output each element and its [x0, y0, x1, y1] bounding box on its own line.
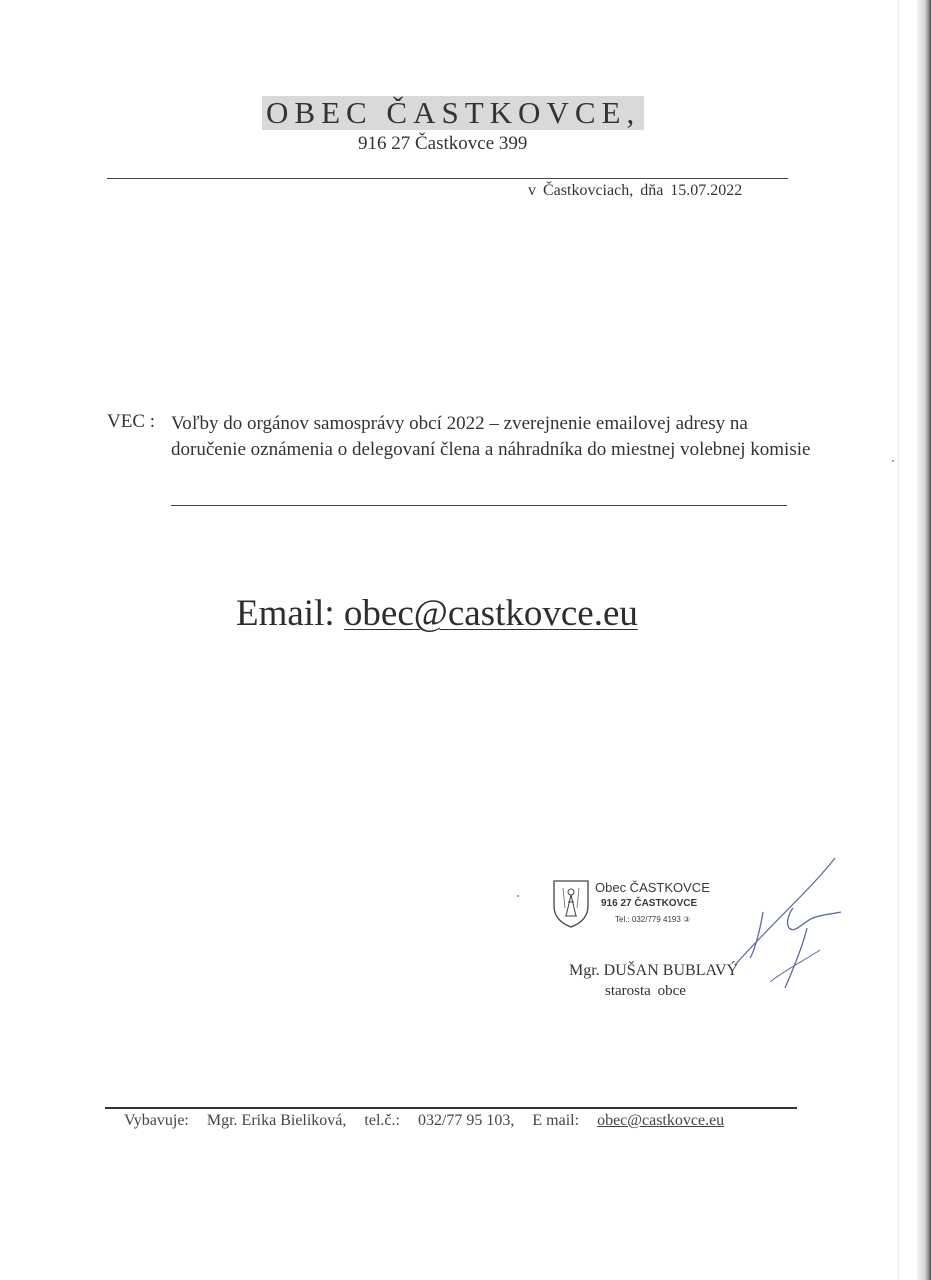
- place-date: v Častkovciach, dňa 15.07.2022: [528, 182, 743, 199]
- footer-phone: 032/77 95 103,: [417, 1112, 515, 1129]
- coat-of-arms-icon: [551, 878, 591, 928]
- footer-handled-name: Mgr. Erika Bieliková,: [206, 1112, 347, 1129]
- official-stamp: [551, 876, 726, 932]
- scan-speck: [517, 895, 519, 897]
- email-block: [236, 592, 638, 635]
- page-edge-line: [898, 0, 899, 1280]
- subject-text: Voľby do orgánov samosprávy obcí 2022 – zverejnenie emailovej adresy na doručenie oznámenia o delegovaní člena a náhradníka do miestnej volebnej komisie: [171, 413, 811, 460]
- footer-email-label: E mail:: [532, 1112, 580, 1129]
- subject-divider: [171, 505, 787, 506]
- signer-name: Mgr. DUŠAN BUBLAVÝ: [569, 962, 739, 979]
- footer-phone-label: tel.č.:: [364, 1112, 400, 1129]
- signer-role: starosta obce: [605, 983, 686, 999]
- stamp-line-3: Tel.: 032/779 4193 ③: [615, 915, 691, 924]
- footer-divider: [105, 1107, 797, 1109]
- footer: [124, 1112, 724, 1130]
- footer-handled-label: Vybavuje:: [124, 1112, 189, 1129]
- scan-edge-shadow: [917, 0, 931, 1280]
- organization-address: 916 27 Častkovce 399: [358, 133, 528, 154]
- stamp-line-1: Obec ČASTKOVCE: [595, 880, 710, 895]
- header-divider: [107, 178, 788, 179]
- email-label: Email:: [236, 593, 335, 634]
- organization-name: OBEC ČASTKOVCE,: [262, 96, 644, 130]
- stamp-line-2: 916 27 ČASTKOVCE: [601, 898, 698, 909]
- footer-email-link[interactable]: obec@castkovce.eu: [597, 1112, 725, 1129]
- subject-label: VEC :: [107, 411, 156, 432]
- email-link[interactable]: obec@castkovce.eu: [343, 593, 638, 634]
- scan-speck: [892, 460, 894, 462]
